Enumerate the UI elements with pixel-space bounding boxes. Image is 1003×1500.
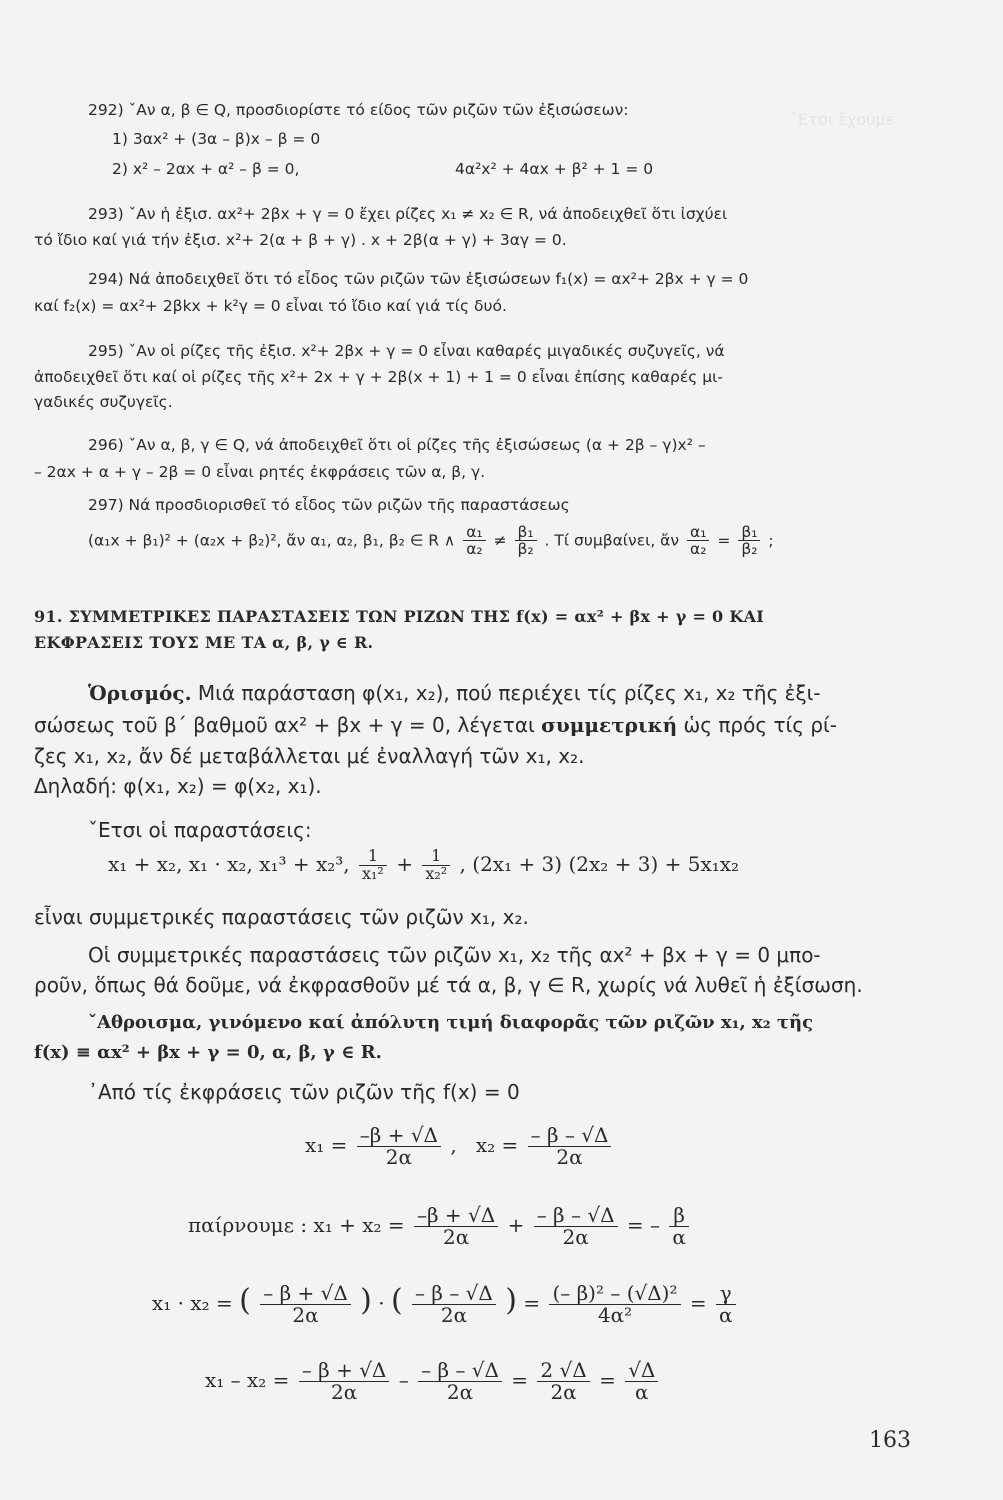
- product-fraction-2-num: – β – √Δ: [412, 1283, 496, 1305]
- reciprocal-x2-squared: [422, 848, 450, 883]
- root-x2-den: 2α: [556, 1145, 583, 1169]
- product-dot: ·: [378, 1291, 385, 1315]
- root-x1-fraction: [357, 1125, 441, 1168]
- product-formula: [152, 1283, 739, 1326]
- exercise-295-line-3: γαδικές συζυγεῖς.: [34, 393, 173, 411]
- exercise-294-line-1: 294) Νά ἀποδειχθεῖ ὅτι τό εἶδος τῶν ριζῶν τῶν ἐξισώσεων f₁(x) = αx²+ 2βx + γ = 0: [88, 270, 749, 288]
- product-label: x₁ · x₂ =: [152, 1291, 233, 1315]
- ratio-beta: [515, 524, 537, 558]
- plus-sign: +: [396, 851, 413, 876]
- definition-label: Ὁρισμός.: [88, 681, 192, 705]
- examples-intro: ˇΕτσι οἱ παραστάσεις:: [88, 818, 312, 842]
- reciprocal-1-den: x₁²: [361, 863, 384, 883]
- ratio-alpha-2-den: α₂: [690, 540, 707, 559]
- difference-fraction-2-den: 2α: [446, 1380, 474, 1404]
- difference-result-den: α: [635, 1380, 649, 1404]
- product-fraction-1: [260, 1283, 351, 1326]
- product-fraction-3-den: 4α²: [597, 1303, 633, 1327]
- question-text: . Τί συμβαίνει, ἄν: [544, 531, 680, 550]
- subheading-line-1: ˇΑθροισμα, γινόμενο καί ἀπόλυτη τιμή διαφορᾶς τῶν ριζῶν x₁, x₂ τῆς: [88, 1012, 814, 1033]
- exercise-297-expr-text: (α₁x + β₁)² + (α₂x + β₂)², ἄν α₁, α₂, β₁, β₂ ∈ R ∧: [88, 531, 456, 550]
- question-mark: ;: [768, 531, 774, 550]
- product-fraction-1-num: – β + √Δ: [260, 1283, 351, 1305]
- exercise-292-equation-1: 1) 3αx² + (3α – β)x – β = 0: [112, 130, 321, 148]
- ratio-alpha-2: [687, 524, 709, 558]
- exercise-294-line-2: καί f₂(x) = αx²+ 2βkx + k²γ = 0 εἶναι τό ἴδιο καί γιά τίς δυό.: [34, 297, 507, 315]
- examples-expr-a: x₁ + x₂, x₁ · x₂, x₁³ + x₂³,: [108, 851, 350, 876]
- product-fraction-3: [549, 1283, 680, 1326]
- difference-fraction-3: [537, 1360, 589, 1403]
- sum-fraction-2-num: – β – √Δ: [534, 1205, 618, 1227]
- definition-line-2: [34, 713, 837, 737]
- subheading-line-2: f(x) ≡ αx² + βx + γ = 0, α, β, γ ∈ R.: [34, 1042, 382, 1063]
- difference-fraction-1-num: – β + √Δ: [299, 1360, 390, 1382]
- equal-sign: =: [717, 531, 731, 550]
- ratio-alpha-2-num: α₁: [687, 524, 709, 541]
- sum-plus: +: [507, 1213, 525, 1237]
- product-fraction-3-num: (– β)² – (√Δ)²: [549, 1283, 680, 1305]
- product-equals: =: [523, 1291, 541, 1315]
- product-fraction-2: [412, 1283, 496, 1326]
- exercise-292-heading: 292) ˇΑν α, β ∈ Q, προσδιορίστε τό είδος τῶν ριζῶν τῶν ἐξισώσεων:: [88, 101, 629, 119]
- definition-text-1: Μιά παράσταση φ(x₁, x₂), πού περιέχει τίς ρίζες x₁, x₂ τῆς ἐξι-: [191, 681, 821, 705]
- sum-formula: [188, 1205, 692, 1248]
- sum-fraction-2-den: 2α: [562, 1225, 589, 1249]
- examples-conclusion: εἶναι συμμετρικές παραστάσεις τῶν ριζῶν x₁, x₂.: [34, 905, 529, 929]
- difference-label: x₁ – x₂ =: [205, 1368, 290, 1392]
- difference-minus: –: [398, 1368, 409, 1392]
- sum-label: παίρνουμε : x₁ + x₂ =: [188, 1213, 405, 1237]
- exercise-297-expression: [88, 524, 774, 558]
- roots-formula: [305, 1125, 614, 1168]
- product-equals-2: =: [689, 1291, 707, 1315]
- reciprocal-2-den: x₂²: [425, 863, 448, 883]
- comma: ,: [450, 1133, 457, 1157]
- product-result-num: γ: [716, 1283, 736, 1305]
- exercise-295-line-2: ἀποδειχθεῖ ὅτι καί οἱ ρίζες τῆς x²+ 2x + γ + 2β(x + 1) + 1 = 0 εἶναι ἐπίσης καθαρές μι-: [34, 368, 723, 386]
- exercise-296-line-2: – 2αx + α + γ – 2β = 0 εἶναι ρητές ἐκφράσεις τῶν α, β, γ.: [34, 463, 486, 481]
- product-fraction-1-den: 2α: [292, 1303, 319, 1327]
- difference-result: [625, 1360, 658, 1403]
- exercise-296-line-1: 296) ˇΑν α, β, γ ∈ Q, νά ἀποδειχθεῖ ὅτι οἱ ρίζες τῆς ἐξισώσεως (α + 2β – γ)x² –: [88, 436, 706, 454]
- sum-result-den: α: [672, 1225, 686, 1249]
- ratio-alpha-den: α₂: [466, 540, 483, 559]
- ratio-alpha-num: α₁: [463, 524, 485, 541]
- sum-result-num: β: [669, 1205, 689, 1227]
- sum-fraction-1-num: –β + √Δ: [414, 1205, 498, 1227]
- sum-result: [669, 1205, 689, 1248]
- ratio-beta-2-num: β₁: [738, 524, 760, 541]
- definition-text-2c: ὡς πρός τίς ρί-: [677, 713, 838, 737]
- definition-line-1: [88, 681, 821, 705]
- left-paren-2: (: [390, 1283, 403, 1318]
- sum-fraction-1: [414, 1205, 498, 1248]
- paragraph-2-line-2: ροῦν, ὅπως θά δοῦμε, νά ἐκφρασθοῦν μέ τά α, β, γ ∈ R, χωρίς νά λυθεῖ ἡ ἐξίσωση.: [34, 973, 863, 997]
- difference-fraction-2-num: – β – √Δ: [418, 1360, 502, 1382]
- ratio-beta-num: β₁: [515, 524, 537, 541]
- root-x2-fraction: [528, 1125, 612, 1168]
- difference-fraction-1: [299, 1360, 390, 1403]
- difference-fraction-1-den: 2α: [330, 1380, 358, 1404]
- examples-expr-b: , (2x₁ + 3) (2x₂ + 3) + 5x₁x₂: [459, 851, 740, 876]
- page-number: 163: [869, 1428, 911, 1453]
- from-expressions-text: ᾽Από τίς ἐκφράσεις τῶν ριζῶν τῆς f(x) = 0: [88, 1080, 520, 1104]
- exercise-293-line-2: τό ἴδιο καί γιά τήν ἐξισ. x²+ 2(α + β + γ) . x + 2β(α + γ) + 3αγ = 0.: [34, 231, 567, 249]
- definition-line-4: Δηλαδή: φ(x₁, x₂) = φ(x₂, x₁).: [34, 774, 322, 798]
- reciprocal-1-num: 1: [359, 848, 387, 866]
- ratio-beta-den: β₂: [517, 540, 534, 559]
- section-title-line-2: ΕΚΦΡΑΣΕΙΣ ΤΟΥΣ ΜΕ ΤΑ α, β, γ ∈ R.: [34, 633, 374, 652]
- term-symmetric: συμμετρική: [541, 713, 678, 737]
- paragraph-2-line-1: Οἱ συμμετρικές παραστάσεις τῶν ριζῶν x₁, x₂ τῆς αx² + βx + γ = 0 μπο-: [88, 943, 821, 967]
- reciprocal-x1-squared: [359, 848, 387, 883]
- difference-equals-2: =: [599, 1368, 616, 1392]
- sum-fraction-1-den: 2α: [442, 1225, 470, 1249]
- definition-text-2a: σώσεως τοῦ β΄ βαθμοῦ αx² + βx + γ = 0, λέγεται: [34, 713, 542, 737]
- right-paren-2: ): [505, 1283, 517, 1318]
- exercise-292-equation-2a: 2) x² – 2αx + α² – β = 0,: [112, 160, 300, 178]
- sum-equals: = –: [626, 1213, 660, 1237]
- reciprocal-2-num: 1: [422, 848, 450, 866]
- exercise-295-line-1: 295) ˇΑν οἱ ρίζες τῆς ἐξισ. x²+ 2βx + γ = 0 εἶναι καθαρές μιγαδικές συζυγεῖς, νά: [88, 342, 725, 360]
- difference-formula: [205, 1360, 661, 1403]
- exercise-292-equation-2b: 4α²x² + 4αx + β² + 1 = 0: [455, 160, 654, 178]
- ratio-alpha: [463, 524, 485, 558]
- difference-equals: =: [511, 1368, 529, 1392]
- root-x1-den: 2α: [385, 1145, 413, 1169]
- difference-fraction-2: [418, 1360, 502, 1403]
- section-title-line-1: 91. ΣΥΜΜΕΤΡΙΚΕΣ ΠΑΡΑΣΤΑΣΕΙΣ ΤΩΝ ΡΙΖΩΝ ΤΗΣ f(x) = αx² + βx + γ = 0 ΚΑΙ: [34, 607, 765, 626]
- ratio-beta-2-den: β₂: [741, 540, 758, 559]
- ratio-beta-2: [738, 524, 760, 558]
- root-x1-num: –β + √Δ: [357, 1125, 441, 1147]
- root-x2-label: x₂ =: [475, 1133, 519, 1157]
- difference-fraction-3-den: 2α: [550, 1380, 577, 1404]
- left-paren-1: (: [239, 1283, 251, 1318]
- root-x2-num: – β – √Δ: [528, 1125, 612, 1147]
- sum-fraction-2: [534, 1205, 618, 1248]
- bleed-through-text: ˇΕτσι ἔχουμε: [790, 110, 895, 129]
- product-fraction-2-den: 2α: [440, 1303, 468, 1327]
- right-paren-1: ): [360, 1283, 372, 1318]
- product-result: [716, 1283, 736, 1326]
- root-x1-label: x₁ =: [305, 1133, 348, 1157]
- product-result-den: α: [719, 1303, 733, 1327]
- difference-result-num: √Δ: [625, 1360, 658, 1382]
- definition-line-3: ζες x₁, x₂, ἄν δέ μεταβάλλεται μέ ἐναλλαγή τῶν x₁, x₂.: [34, 744, 585, 768]
- examples-expression: [108, 848, 739, 883]
- exercise-297-heading: 297) Νά προσδιορισθεῖ τό εἶδος τῶν ριζῶν τῆς παραστάσεως: [88, 496, 570, 514]
- not-equal-sign: ≠: [493, 531, 507, 550]
- difference-fraction-3-num: 2 √Δ: [537, 1360, 589, 1382]
- exercise-293-line-1: 293) ˇΑν ἡ ἐξισ. αx²+ 2βx + γ = 0 ἔχει ρίζες x₁ ≠ x₂ ∈ R, νά ἀποδειχθεῖ ὅτι ἰσχύει: [88, 205, 728, 223]
